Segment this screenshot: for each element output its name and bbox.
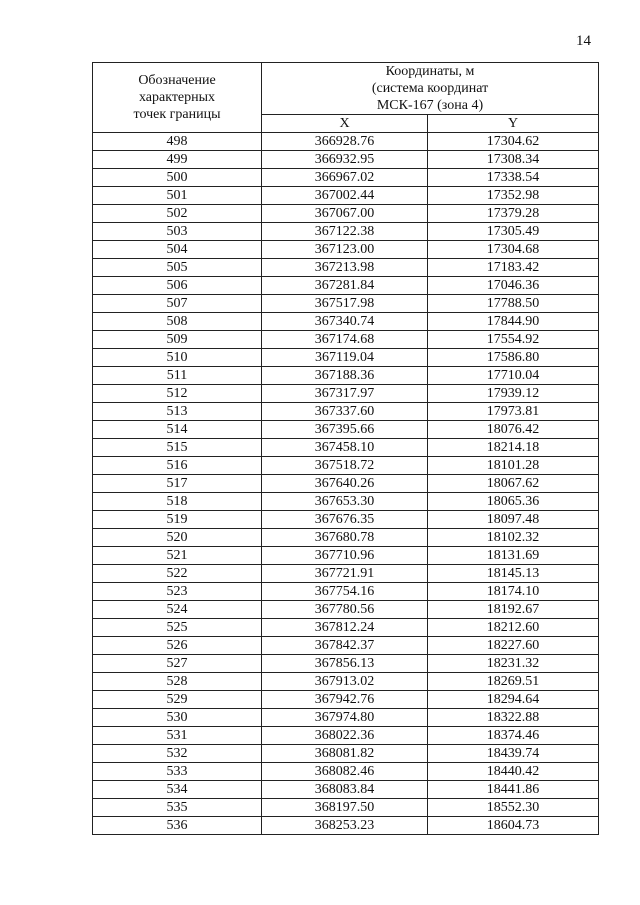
table-row — [93, 187, 599, 205]
table-row — [93, 367, 599, 385]
point-id-cell: 529 — [93, 691, 262, 709]
x-coordinate-cell: 367122.38 — [262, 223, 428, 241]
point-id-cell: 502 — [93, 205, 262, 223]
x-coordinate-cell: 367640.26 — [262, 475, 428, 493]
table-header-row — [93, 63, 599, 115]
coordinates-header-line: (система координат — [371, 81, 489, 96]
table-row — [93, 745, 599, 763]
point-id-cell: 499 — [93, 151, 262, 169]
coordinates-header-line: МСК-167 (зона 4) — [376, 98, 484, 113]
x-coordinate-cell: 368253.23 — [262, 817, 428, 835]
point-id-cell: 498 — [93, 133, 262, 151]
point-id-cell: 533 — [93, 763, 262, 781]
x-coordinate-cell: 367119.04 — [262, 349, 428, 367]
point-id-cell: 525 — [93, 619, 262, 637]
table-row — [93, 619, 599, 637]
x-coordinate-cell: 367123.00 — [262, 241, 428, 259]
point-id-cell: 516 — [93, 457, 262, 475]
x-coordinate-cell: 367458.10 — [262, 439, 428, 457]
x-column-header: X — [262, 115, 428, 133]
y-coordinate-cell: 18174.10 — [428, 583, 599, 601]
point-id-cell: 522 — [93, 565, 262, 583]
table-row — [93, 799, 599, 817]
point-id-cell: 528 — [93, 673, 262, 691]
point-id-cell: 500 — [93, 169, 262, 187]
x-coordinate-cell: 367856.13 — [262, 655, 428, 673]
table-row — [93, 601, 599, 619]
y-coordinate-cell: 17554.92 — [428, 331, 599, 349]
x-coordinate-cell: 368081.82 — [262, 745, 428, 763]
table-row — [93, 133, 599, 151]
y-coordinate-cell: 17710.04 — [428, 367, 599, 385]
y-coordinate-cell: 18067.62 — [428, 475, 599, 493]
table-row — [93, 439, 599, 457]
point-id-cell: 511 — [93, 367, 262, 385]
x-coordinate-cell: 367002.44 — [262, 187, 428, 205]
y-coordinate-cell: 18552.30 — [428, 799, 599, 817]
table-row — [93, 637, 599, 655]
point-id-cell: 509 — [93, 331, 262, 349]
x-coordinate-cell: 367913.02 — [262, 673, 428, 691]
point-id-cell: 532 — [93, 745, 262, 763]
point-id-cell: 503 — [93, 223, 262, 241]
x-coordinate-cell: 367395.66 — [262, 421, 428, 439]
y-coordinate-cell: 18101.28 — [428, 457, 599, 475]
coordinates-header-line: Координаты, м — [385, 64, 475, 79]
y-coordinate-cell: 18439.74 — [428, 745, 599, 763]
point-id-cell: 524 — [93, 601, 262, 619]
x-coordinate-cell: 367518.72 — [262, 457, 428, 475]
point-id-cell: 512 — [93, 385, 262, 403]
x-coordinate-cell: 367710.96 — [262, 547, 428, 565]
y-coordinate-cell: 17939.12 — [428, 385, 599, 403]
y-coordinate-cell: 17844.90 — [428, 313, 599, 331]
x-coordinate-cell: 367067.00 — [262, 205, 428, 223]
table-row — [93, 781, 599, 799]
y-coordinate-cell: 18212.60 — [428, 619, 599, 637]
y-coordinate-cell: 18227.60 — [428, 637, 599, 655]
point-id-cell: 535 — [93, 799, 262, 817]
table-row — [93, 421, 599, 439]
y-coordinate-cell: 18294.64 — [428, 691, 599, 709]
table-row — [93, 529, 599, 547]
table-row — [93, 295, 599, 313]
y-coordinate-cell: 17304.68 — [428, 241, 599, 259]
y-coordinate-cell: 17046.36 — [428, 277, 599, 295]
table-row — [93, 259, 599, 277]
point-label-header-line: характерных — [138, 90, 216, 105]
y-coordinate-cell: 17338.54 — [428, 169, 599, 187]
table-row — [93, 817, 599, 835]
y-coordinate-cell: 18102.32 — [428, 529, 599, 547]
table-row — [93, 511, 599, 529]
x-coordinate-cell: 367721.91 — [262, 565, 428, 583]
table-row — [93, 475, 599, 493]
point-id-cell: 521 — [93, 547, 262, 565]
x-coordinate-cell: 366928.76 — [262, 133, 428, 151]
x-coordinate-cell: 367974.80 — [262, 709, 428, 727]
table-row — [93, 223, 599, 241]
table-row — [93, 691, 599, 709]
point-label-header-line: Обозначение — [138, 73, 216, 88]
point-id-cell: 527 — [93, 655, 262, 673]
table-row — [93, 763, 599, 781]
coordinates-header — [262, 63, 599, 115]
point-id-cell: 517 — [93, 475, 262, 493]
x-coordinate-cell: 368197.50 — [262, 799, 428, 817]
point-id-cell: 536 — [93, 817, 262, 835]
table-row — [93, 331, 599, 349]
x-coordinate-cell: 367842.37 — [262, 637, 428, 655]
x-coordinate-cell: 367680.78 — [262, 529, 428, 547]
y-coordinate-cell: 18441.86 — [428, 781, 599, 799]
point-id-cell: 530 — [93, 709, 262, 727]
x-coordinate-cell: 367340.74 — [262, 313, 428, 331]
y-coordinate-cell: 17352.98 — [428, 187, 599, 205]
table-row — [93, 727, 599, 745]
point-id-cell: 508 — [93, 313, 262, 331]
table-row — [93, 151, 599, 169]
table-body — [93, 133, 599, 835]
table-row — [93, 565, 599, 583]
y-coordinate-cell: 17308.34 — [428, 151, 599, 169]
point-id-cell: 531 — [93, 727, 262, 745]
point-id-cell: 515 — [93, 439, 262, 457]
y-coordinate-cell: 18322.88 — [428, 709, 599, 727]
x-coordinate-cell: 367337.60 — [262, 403, 428, 421]
x-coordinate-cell: 367281.84 — [262, 277, 428, 295]
y-coordinate-cell: 18131.69 — [428, 547, 599, 565]
point-label-header — [93, 63, 262, 133]
point-id-cell: 506 — [93, 277, 262, 295]
x-coordinate-cell: 366932.95 — [262, 151, 428, 169]
point-label-header-line: точек границы — [133, 107, 221, 122]
x-coordinate-cell: 367174.68 — [262, 331, 428, 349]
table-row — [93, 349, 599, 367]
page-number: 14 — [576, 33, 591, 49]
y-coordinate-cell: 17788.50 — [428, 295, 599, 313]
y-coordinate-cell: 18076.42 — [428, 421, 599, 439]
x-coordinate-cell: 367213.98 — [262, 259, 428, 277]
y-coordinate-cell: 17379.28 — [428, 205, 599, 223]
y-coordinate-cell: 17973.81 — [428, 403, 599, 421]
point-id-cell: 518 — [93, 493, 262, 511]
table-row — [93, 169, 599, 187]
point-id-cell: 534 — [93, 781, 262, 799]
x-coordinate-cell: 368022.36 — [262, 727, 428, 745]
table-row — [93, 241, 599, 259]
y-coordinate-cell: 17586.80 — [428, 349, 599, 367]
table-row — [93, 655, 599, 673]
y-coordinate-cell: 18065.36 — [428, 493, 599, 511]
point-id-cell: 505 — [93, 259, 262, 277]
x-coordinate-cell: 367812.24 — [262, 619, 428, 637]
x-coordinate-cell: 367653.30 — [262, 493, 428, 511]
table-row — [93, 493, 599, 511]
y-coordinate-cell: 17304.62 — [428, 133, 599, 151]
x-coordinate-cell: 367317.97 — [262, 385, 428, 403]
y-column-header: Y — [428, 115, 599, 133]
y-coordinate-cell: 18269.51 — [428, 673, 599, 691]
y-coordinate-cell: 18231.32 — [428, 655, 599, 673]
point-id-cell: 514 — [93, 421, 262, 439]
point-id-cell: 510 — [93, 349, 262, 367]
y-coordinate-cell: 18192.67 — [428, 601, 599, 619]
table-row — [93, 673, 599, 691]
table-row — [93, 547, 599, 565]
y-coordinate-cell: 18214.18 — [428, 439, 599, 457]
table-row — [93, 277, 599, 295]
x-coordinate-cell: 367780.56 — [262, 601, 428, 619]
point-id-cell: 513 — [93, 403, 262, 421]
point-id-cell: 507 — [93, 295, 262, 313]
x-coordinate-cell: 367188.36 — [262, 367, 428, 385]
point-id-cell: 523 — [93, 583, 262, 601]
coordinates-table — [92, 62, 599, 835]
table-row — [93, 403, 599, 421]
point-id-cell: 501 — [93, 187, 262, 205]
y-coordinate-cell: 17305.49 — [428, 223, 599, 241]
table-row — [93, 583, 599, 601]
table-row — [93, 457, 599, 475]
y-coordinate-cell: 18440.42 — [428, 763, 599, 781]
x-coordinate-cell: 368083.84 — [262, 781, 428, 799]
point-id-cell: 526 — [93, 637, 262, 655]
x-coordinate-cell: 367517.98 — [262, 295, 428, 313]
y-coordinate-cell: 18374.46 — [428, 727, 599, 745]
y-coordinate-cell: 17183.42 — [428, 259, 599, 277]
x-coordinate-cell: 367676.35 — [262, 511, 428, 529]
y-coordinate-cell: 18604.73 — [428, 817, 599, 835]
point-id-cell: 520 — [93, 529, 262, 547]
x-coordinate-cell: 367942.76 — [262, 691, 428, 709]
y-coordinate-cell: 18097.48 — [428, 511, 599, 529]
table-row — [93, 709, 599, 727]
y-coordinate-cell: 18145.13 — [428, 565, 599, 583]
table-row — [93, 205, 599, 223]
point-id-cell: 519 — [93, 511, 262, 529]
x-coordinate-cell: 366967.02 — [262, 169, 428, 187]
table-row — [93, 385, 599, 403]
table-row — [93, 313, 599, 331]
x-coordinate-cell: 368082.46 — [262, 763, 428, 781]
point-id-cell: 504 — [93, 241, 262, 259]
x-coordinate-cell: 367754.16 — [262, 583, 428, 601]
